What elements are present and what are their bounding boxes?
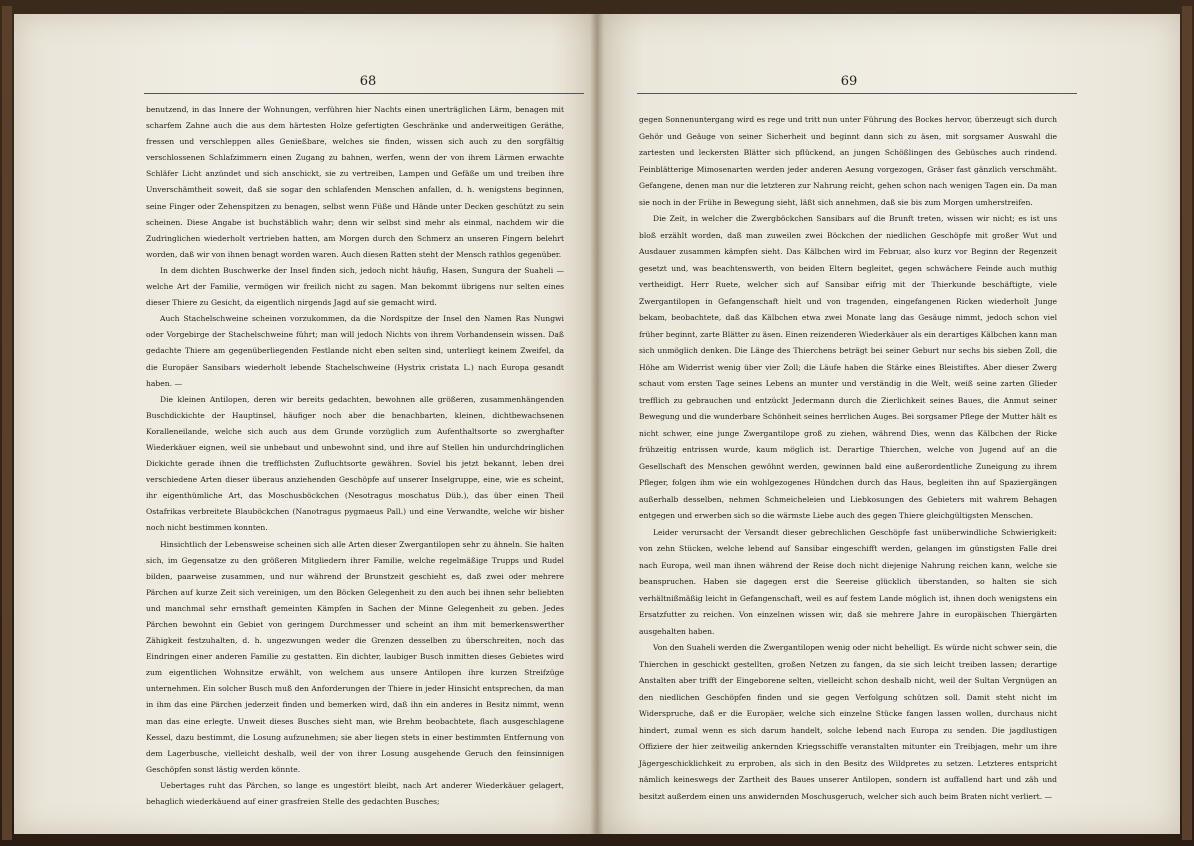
paragraph: benutzend, in das Innere der Wohnungen, verführen hier Nachts einen unerträglichen Lärm, benagen mit scharfem Zahne auch die aus dem härtesten Holze gefertigten Geschränke und anderweitigen Geräthe, fressen und verschleppen alles Genießbare, welches sie finden, wissen sich auch zu den sorgfältig verschlossenen Schlafzimmern einen Zugang zu bahnen, werfen, wenn der von ihrem Lärmen erwachte Schläfer Licht anzündet und sich anschickt, sie zu vertreiben, Lampen und Gefäße um und treiben ihre Unverschämtheit soweit, daß sie sogar den schlafenden Menschen anfallen, d. h. wenigstens beginnen, seine Finger oder Zehenspitzen zu benagen, selbst wenn Füße und Hände unter Decken geschützt zu sein scheinen. Diese Angabe ist buchstäblich wahr; denn wir selbst sind mehr als einmal, nachdem wir die Zudringlichen wiederholt vertrieben hatten, am Morgen durch den Schmerz an unseren Fingern belehrt worden, daß wir von ihnen benagt worden waren. Auch diesen Ratten steht der Mensch rathlos gegenüber. [146,105,564,259]
paragraph: Hinsichtlich der Lebensweise scheinen sich alle Arten dieser Zwergantilopen sehr zu ähneln. Sie halten sich, im Gegensatze zu den größeren Mitgliedern ihrer Familie, welche regelmäßige Trupps und Rudel bilden, paarweise zusammen, und nur während der Brunstzeit geschieht es, daß zwei oder mehrere Pärchen auf kurze Zeit sich vereinigen, um den Böcken Gelegenheit zu den auch bei ihnen sehr beliebten und manchmal sehr ernsthaft gemeinten Kämpfen in Sachen der Minne Gelegenheit zu geben. Jedes Pärchen bewohnt ein Gebiet von geringem Durchmesser und scheint an ihm mit bemerkenswerther Zähigkeit festzuhalten, d. h. ungezwungen weder die Grenzen desselben zu überschreiten, noch das Eindringen einer anderen Familie zu gestatten. Ein dichter, laubiger Busch inmitten dieses Gebietes wird zum eigentlichen Wohnsitze erwählt, von welchem aus unsere Antilopen ihre kurzen Streifzüge unternehmen. Ein solcher Busch muß den Anforderungen der Thiere in jeder Hinsicht entsprechen, da man in ihm das eine Pärchen jederzeit finden und bemerken wird, daß ihn ein anderes in Besitz nimmt, wenn man das eine erlegte. Unweit dieses Busches sieht man, wie Brehm beobachtete, flach ausgeschlagene Kessel, dazu bestimmt, die Losung aufzunehmen; sie aber liegen stets in einer bestimmten Entfernung von dem Lagerbusche, vielleicht deshalb, weil der von ihrer Losung ausgehende Geruch den feinsinnigen Geschöpfen sonst lästig werden könnte. [146,539,564,774]
header-rule [144,93,584,94]
page-number: 69 [840,74,858,89]
right-cover-edge [1182,6,1192,840]
paragraph: gegen Sonnenuntergang wird es rege und tritt nun unter Führung des Bockes hervor, überzeugt sich durch Gehör und Geäuge von seiner Sicherheit und beginnt dann sich zu äsen, mit sorgsamer Auswahl die zartesten und leckersten Blätter sich pflückend, an jungen Schößlingen des Gebüsches auch rindend. Feinblätterige Mimosenarten werden jeder anderen Aesung vorgezogen, Gräser fast gänzlich verschmäht. Gefangene, denen man nur die letzteren zur Nahrung reicht, gehen schon nach wenigen Tagen ein. Da man sie noch in der Frühe in Bewegung sieht, läßt sich annehmen, daß sie bis zum Morgen umherstreifen. [639,115,1057,207]
paragraph: Leider verursacht der Versandt dieser gebrechlichen Geschöpfe fast unüberwindliche Schwierigkeit: von zehn Stücken, welche lebend auf Sansibar eingeschifft werden, gelangen im günstigsten Falle drei nach Europa, weil man ihnen während der Reise doch nicht diejenige Nahrung reichen kann, welche sie beanspruchen. Haben sie dagegen erst die Seereise glücklich überstanden, so halten sie sich verhältnißmäßig leicht in Gefangenschaft, weil es auf festem Lande möglich ist, ihnen doch wenigstens ein Ersatzfutter zu reichen. Von einzelnen wissen wir, daß sie mehrere Jahre in europäischen Thiergärten ausgehalten haben. [639,527,1057,636]
paragraph: Die kleinen Antilopen, deren wir bereits gedachten, bewohnen alle größeren, zusammenhängenden Buschdickichte der Hauptinsel, häufiger noch aber die benachbarten, kleinen, dichtbewachsenen Koralleneilande, welche sich auch aus dem Grunde vorzüglich zum Aufenthaltsorte so zwerghafter Wiederkäuer eignen, weil sie unbebaut und unbewohnt sind, und ihre auf Stellen hin undurchdringlichen Dickichte gerade ihnen die trefflichsten Zufluchtsorte gewähren. Soviel bis jetzt bekannt, leben drei verschiedene Arten dieser überaus anziehenden Geschöpfe auf unserer Inselgruppe, eine, wie es scheint, ihr eigenthümliche Art, das Moschusböckchen (Nesotragus moschatus Düb.), das über einen Theil Ostafrikas verbreitete Blauböckchen (Nanotragus pygmaeus Pall.) und eine Verwandte, welche wir bisher noch nicht bestimmen konnten. [146,394,564,533]
left-page [14,14,597,834]
paragraph: Die Zeit, in welcher die Zwergböckchen Sansibars auf die Brunft treten, wissen wir nicht; es ist uns bloß erzählt worden, daß man zuweilen zwei Böckchen der niedlichen Geschöpfe mit großer Wut und Ausdauer zusammen kämpfen sieht. Das Kälbchen wird im Februar, also kurz vor Beginn der Regenzeit gesetzt und, was beachtenswerth, von beiden Eltern begleitet, gegen schwächere Feinde auch muthig vertheidigt. Herr Ruete, welcher sich auf Sansibar eifrig mit der Thierkunde beschäftigte, viele Zwergantilopen in Gefangenschaft hielt und von tragenden, eingefangenen Ricken wiederholt Junge bekam, beobachtete, daß das Kälbchen etwa zwei Monate lang das Gesäuge nimmt, jedoch schon viel früher beginnt, zarte Blätter zu äsen. Einen reizenderen Wiederkäuer als ein derartiges Kälbchen kann man sich unmöglich denken. Die Länge des Thierchens beträgt bei seiner Geburt nur sechs bis sieben Zoll, die Höhe am Widerrist wenig über vier Zoll; die Läufe haben die Stärke eines Bleistiftes. Aber dieser Zwerg schaut vom ersten Tage seines Lebens an munter und verständig in die Welt, weiß seine zarten Glieder trefflich zu gebrauchen und entzückt Jedermann durch die Zierlichkeit seines Baues, die Anmut seiner Bewegung und die wunderbare Schönheit seines herrlichen Auges. Bei sorgsamer Pflege der Mutter hält es nicht schwer, eine junge Zwergantilope groß zu ziehen, während Dies, wenn das Kälbchen der Ricke frühzeitig entrissen wurde, kaum möglich ist. Derartige Thierchen, welche von Jugend auf an die Gesellschaft des Menschen gewöhnt werden, gewinnen bald eine außerordentliche Zuneigung zu ihrem Pfleger, folgen ihm wie ein wohlgezogenes Hündchen durch das Haus, begleiten ihn auf Spaziergängen außerhalb desselben, nehmen Schmeicheleien und Liebkosungen des Gebieters mit wahrem Behagen entgegen und erwerben sich so die wärmste Liebe auch des gegen Thiere gleichgültigsten Menschen. [639,214,1057,520]
paragraph: In dem dichten Buschwerke der Insel finden sich, jedoch nicht häufig, Hasen, Sungura der Suaheli — welche Art der Familie, vermögen wir freilich nicht zu sagen. Man bekommt übrigens nur selten eines dieser Thiere zu Gesicht, da eigentlich nirgends Jagd auf sie gemacht wird. [146,265,564,308]
header-rule [637,93,1077,94]
book-gutter [590,14,604,834]
paragraph: Auch Stachelschweine scheinen vorzukommen, da die Nordspitze der Insel den Namen Ras Nungwi oder Vorgebirge der Stachelschweine führt; man will jedoch Nichts von ihrem Vorhandensein wissen. Daß gedachte Thiere am gegenüberliegenden Festlande nicht eben selten sind, unterliegt keinem Zweifel, da die Europäer Sansibars wiederholt lebende Stachelschweine (Hystrix cristata L.) nach Europa gesandt haben. — [146,314,564,388]
paragraph: Uebertages ruht das Pärchen, so lange es ungestört bleibt, nach Art anderer Wiederkäuer gelagert, behaglich wiederkäuend auf einer grasfreien Stelle des gedachten Busches; [146,780,564,807]
right-page [597,14,1180,834]
left-cover-edge [2,6,12,840]
paragraph: Von den Suaheli werden die Zwergantilopen wenig oder nicht behelligt. Es würde nicht schwer sein, die Thierchen in geschickt gestellten, großen Netzen zu fangen, da sie sich leicht treiben lassen; derartige Anstalten aber trifft der Eingeborene selten, vielleicht schon deshalb nicht, weil der Sultan Vergnügen an den niedlichen Geschöpfen finden und sie gegen Verfolgung schützen soll. Damit steht nicht im Widerspruche, daß er die Europäer, welche sich einzelne Stücke fangen lassen wollen, durchaus nicht hindert, zumal wenn es sich darum handelt, solche lebend nach Europa zu senden. Die jagdlustigen Offiziere der hier zeitweilig ankernden Kriegsschiffe veranstalten mitunter ein Treibjagen, mehr um ihre Jägergeschicklichkeit zu erproben, als sich in den Besitz des Wildpretes zu setzen. Letzteres entspricht nämlich keineswegs der Zartheit des Baues unserer Antilopen, sondern ist auffallend hart und zäh und besitzt außerdem einen uns anwidernden Moschusgeruch, welcher sich auch beim Braten nicht verliert. — [639,643,1057,801]
page-number: 68 [359,74,377,89]
page-text [639,112,1057,805]
page-text [146,102,564,810]
